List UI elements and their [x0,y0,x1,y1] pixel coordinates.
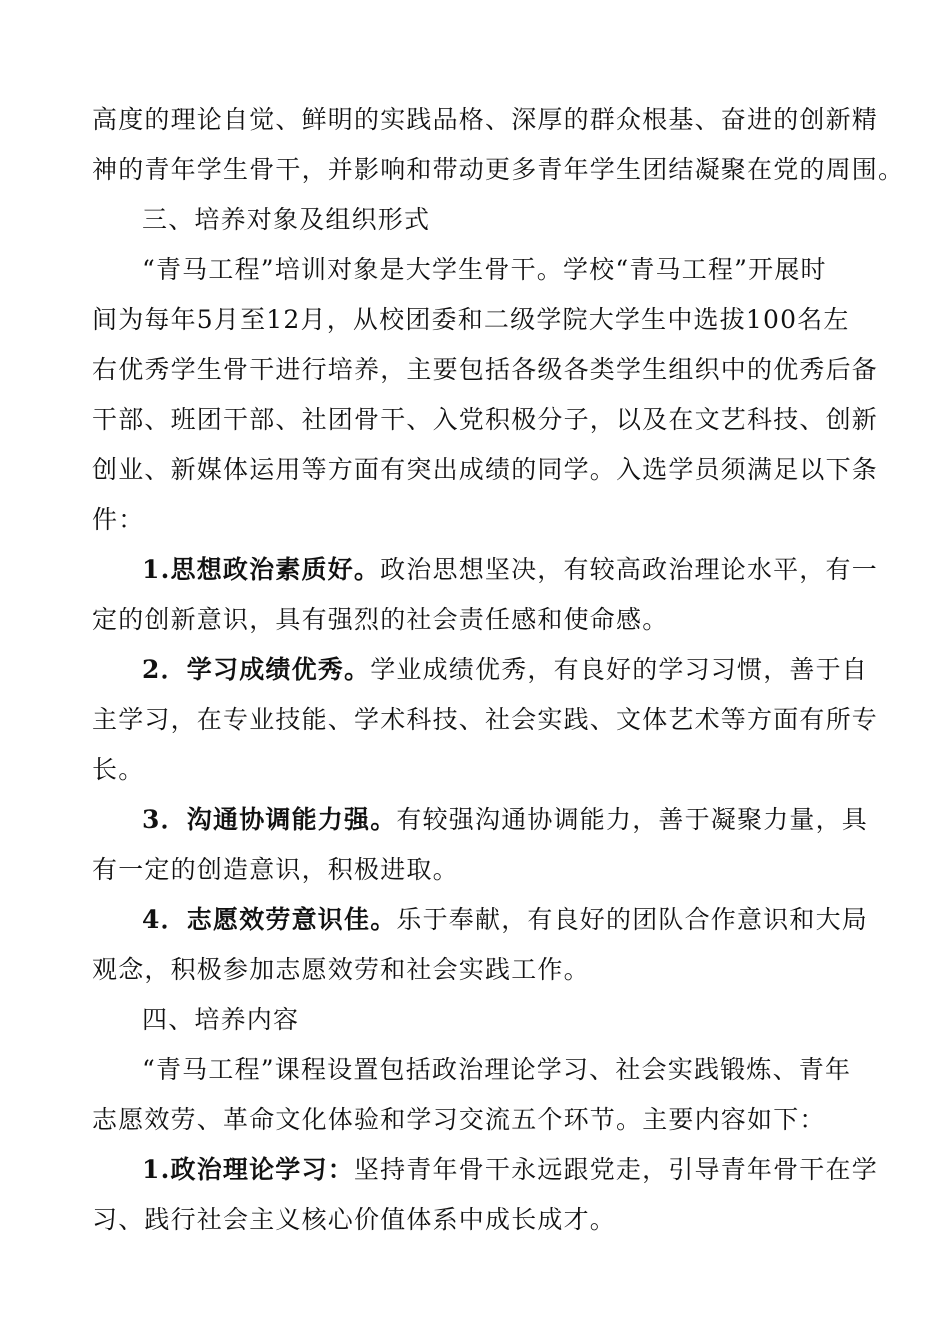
list-item-text: 有较强沟通协调能力，善于凝聚力量，具 [396,805,869,834]
body-line: 间为每年5月至12月，从校团委和二级学院大学生中选拔100名左 [92,305,850,334]
body-line: 志愿效劳、革命文化体验和学习交流五个环节。主要内容如下： [92,1105,826,1134]
list-item [142,653,932,687]
body-line: 件： [92,505,145,534]
body-line: 干部、班团干部、社团骨干、入党积极分子，以及在文艺科技、创新 [92,405,879,434]
list-item-title: 1.思想政治素质好。 [142,555,381,584]
body-line: 长。 [92,755,145,784]
body-line: 习、践行社会主义核心价值体系中成长成才。 [92,1205,617,1234]
body-line: 创业、新媒体运用等方面有突出成绩的同学。入选学员须满足以下条 [92,455,879,484]
section-heading-4: 四、培养内容 [142,1005,300,1034]
list-item-title: 1.政治理论学习： [142,1155,354,1184]
list-item-text: 政治思想坚决，有较高政治理论水平，有一 [380,555,878,584]
section-heading-3: 三、培养对象及组织形式 [142,205,431,234]
list-item-text: 学业成绩优秀，有良好的学习习惯，善于自 [370,655,869,684]
body-line: 右优秀学生骨干进行培养，主要包括各级各类学生组织中的优秀后备 [92,355,879,384]
body-line: 神的青年学生骨干，并影响和带动更多青年学生团结凝聚在党的周围。 [92,155,905,184]
list-item-title: 3．沟通协调能力强。 [142,805,397,834]
body-line: 有一定的创造意识，积极进取。 [92,855,459,884]
list-item [142,553,932,587]
body-line: “青马工程”课程设置包括政治理论学习、社会实践锻炼、青年 [142,1055,852,1084]
list-item [142,803,932,837]
list-item [142,903,932,937]
list-item-text: 坚持青年骨干永远跟党走，引导青年骨干在学 [353,1155,878,1184]
list-item-text: 乐于奉献，有良好的团队合作意识和大局 [396,905,869,934]
list-item-title: 2．学习成绩优秀。 [142,655,371,684]
list-item [142,1153,932,1187]
list-item-title: 4．志愿效劳意识佳。 [142,905,397,934]
body-line: 高度的理论自觉、鲜明的实践品格、深厚的群众根基、奋进的创新精 [92,105,879,134]
body-line: 观念，积极参加志愿效劳和社会实践工作。 [92,955,590,984]
body-line: “青马工程”培训对象是大学生骨干。学校“青马工程”开展时 [142,255,827,284]
body-line: 主学习，在专业技能、学术科技、社会实践、文体艺术等方面有所专 [92,705,879,734]
body-line: 定的创新意识，具有强烈的社会责任感和使命感。 [92,605,669,634]
